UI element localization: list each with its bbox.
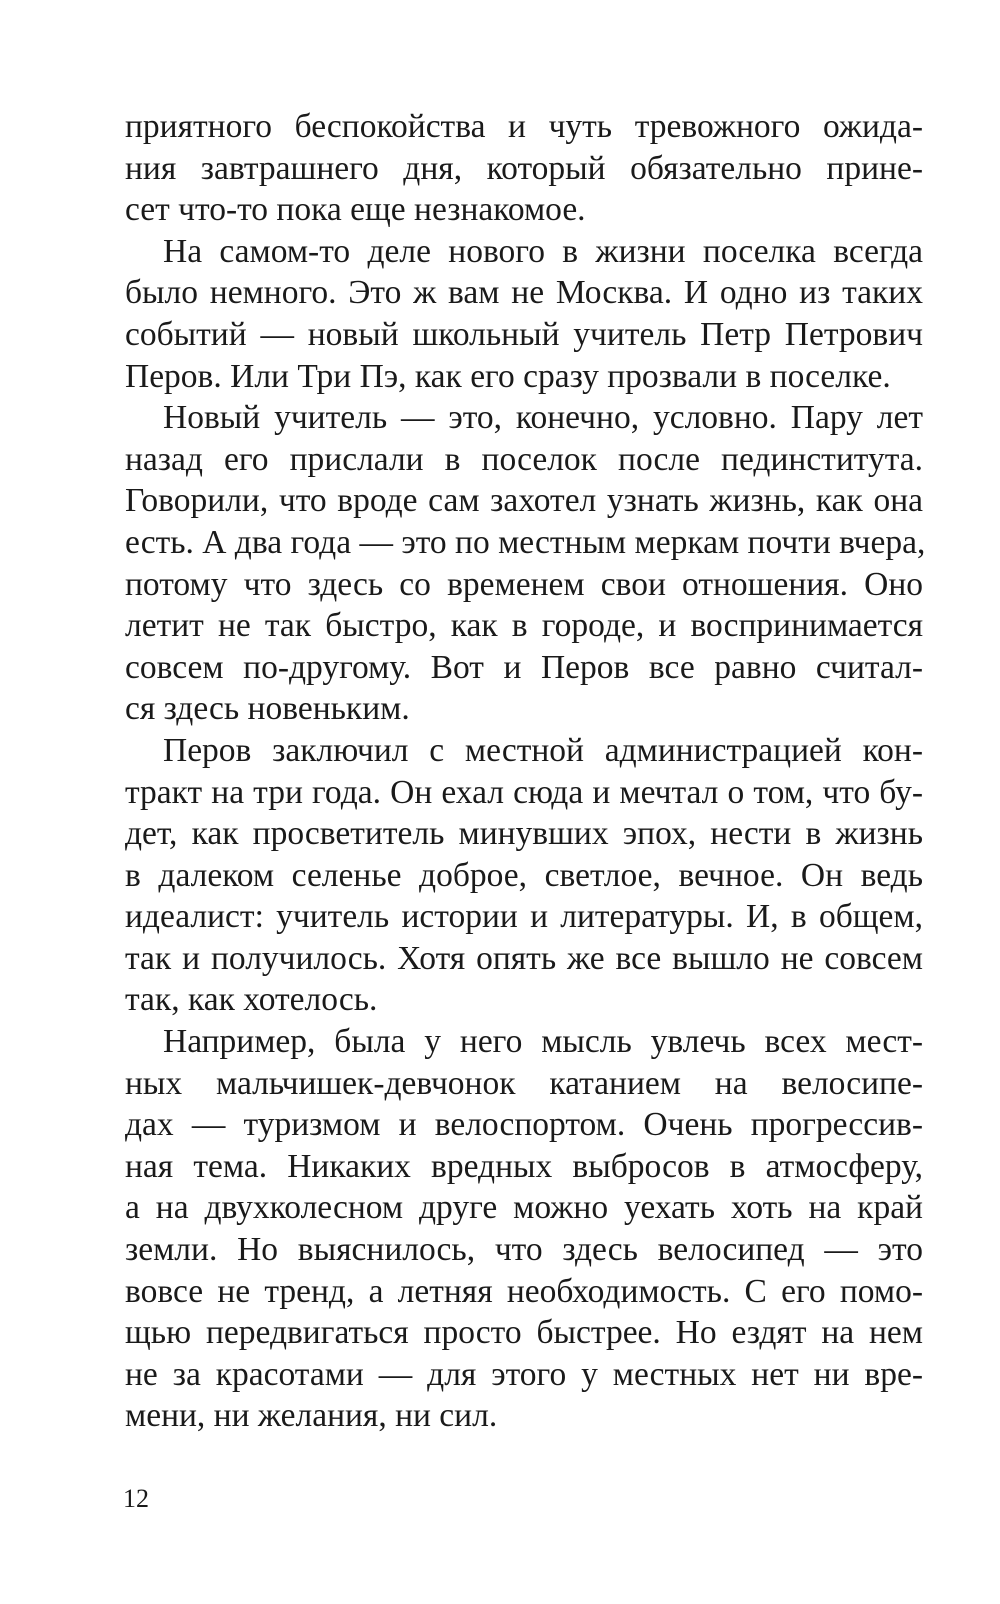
paragraph bbox=[125, 106, 923, 231]
paragraph bbox=[125, 1021, 923, 1437]
text-line: ная тема. Никаких вредных выбросов в атмосферу, bbox=[125, 1147, 923, 1185]
page-number: 12 bbox=[123, 1484, 149, 1513]
text-line: совсем по-другому. Вот и Перов все равно считал- bbox=[125, 648, 923, 686]
text-line: потому что здесь со временем свои отношения. Оно bbox=[125, 565, 923, 603]
text-line: событий — новый школьный учитель Петр Петрович bbox=[125, 315, 923, 353]
text-line: летит не так быстро, как в городе, и воспринимается bbox=[125, 607, 923, 645]
text-line: было немного. Это ж вам не Москва. И одно из таких bbox=[125, 274, 923, 312]
text-line: Говорили, что вроде сам захотел узнать жизнь, как она bbox=[125, 482, 923, 520]
text-line: сет что-то пока еще незнакомое. bbox=[125, 191, 586, 229]
text-line: мени, ни желания, ни сил. bbox=[125, 1397, 498, 1435]
text-line: есть. А два года — это по местным меркам почти вчера, bbox=[125, 523, 926, 561]
text-line: в далеком селенье доброе, светлое, вечное. Он ведь bbox=[125, 856, 923, 894]
text-line: а на двухколесном друге можно уехать хоть на край bbox=[125, 1189, 923, 1227]
text-line: так и получилось. Хотя опять же все вышло не совсем bbox=[125, 939, 923, 977]
text-line: Перов. Или Три Пэ, как его сразу прозвали в поселке. bbox=[125, 357, 891, 395]
text-line: ных мальчишек-девчонок катанием на велосипе- bbox=[125, 1064, 923, 1102]
text-line: На самом-то деле нового в жизни поселка всегда bbox=[163, 232, 923, 270]
text-line: не за красотами — для этого у местных нет ни вре- bbox=[125, 1355, 923, 1393]
text-line: ся здесь новеньким. bbox=[125, 690, 410, 728]
text-line: идеалист: учитель истории и литературы. И, в общем, bbox=[125, 898, 923, 936]
text-line: ния завтрашнего дня, который обязательно прине- bbox=[125, 149, 923, 187]
paragraph bbox=[125, 730, 923, 1021]
text-line: вовсе не тренд, а летняя необходимость. С его помо- bbox=[125, 1272, 923, 1310]
text-line: Перов заключил с местной администрацией кон- bbox=[163, 731, 923, 769]
paragraph bbox=[125, 231, 923, 397]
text-line: Новый учитель — это, конечно, условно. Пару лет bbox=[163, 399, 923, 437]
text-line: Например, была у него мысль увлечь всех мест- bbox=[163, 1023, 923, 1061]
paragraph bbox=[125, 397, 926, 730]
text-line: дах — туризмом и велоспортом. Очень прогрессив- bbox=[125, 1106, 923, 1144]
body-text bbox=[125, 106, 926, 1437]
text-line: щью передвигаться просто быстрее. Но ездят на нем bbox=[125, 1314, 923, 1352]
text-line: земли. Но выяснилось, что здесь велосипед — это bbox=[125, 1231, 923, 1269]
text-line: приятного беспокойства и чуть тревожного ожида- bbox=[125, 108, 923, 145]
text-line: дет, как просветитель минувших эпох, нести в жизнь bbox=[125, 815, 923, 853]
text-line: тракт на три года. Он ехал сюда и мечтал о том, что бу- bbox=[125, 773, 923, 811]
text-line: так, как хотелось. bbox=[125, 981, 378, 1019]
text-line: назад его прислали в поселок после пединститута. bbox=[125, 440, 923, 478]
